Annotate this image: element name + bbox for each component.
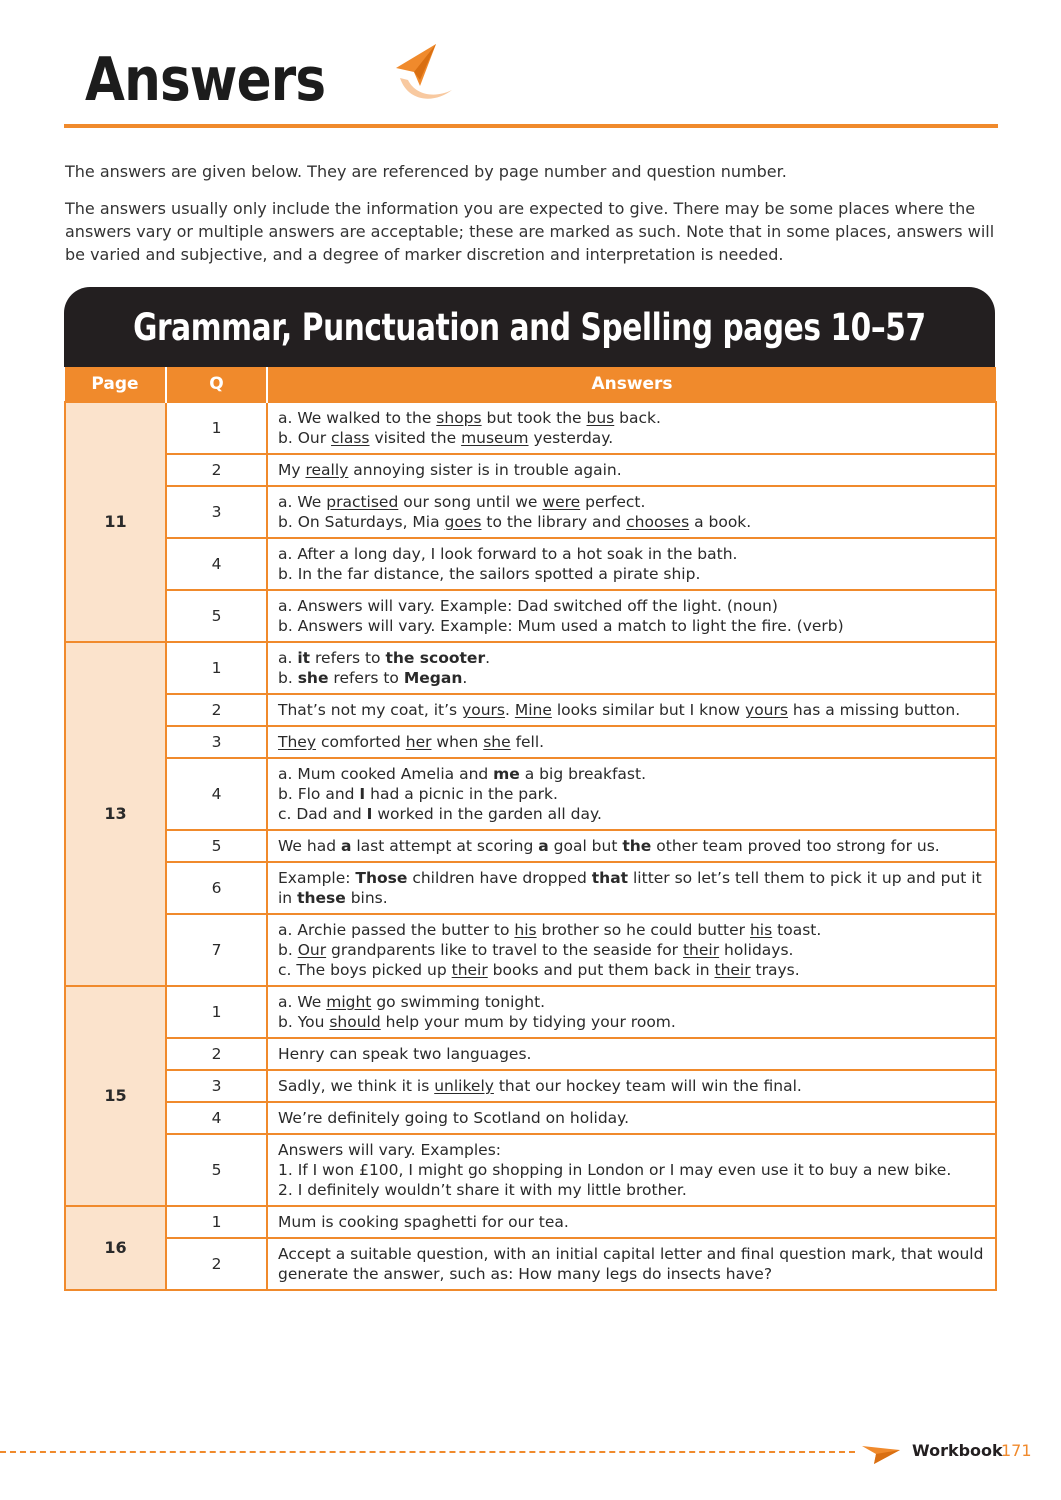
underlined-word: were	[542, 493, 581, 511]
answer-line	[278, 804, 985, 824]
answer-cell	[267, 590, 996, 642]
bold-word: the scooter	[385, 649, 486, 667]
table-row	[65, 830, 996, 862]
page-cell: 13	[65, 642, 166, 986]
answer-text: That’s not my coat, it’s	[278, 701, 463, 719]
answer-line	[278, 596, 985, 616]
bold-word: it	[297, 649, 311, 667]
answer-text: back.	[614, 409, 661, 427]
answer-line	[278, 1180, 985, 1200]
bold-word: I	[359, 785, 366, 803]
answer-cell	[267, 1102, 996, 1134]
underlined-word: their	[682, 941, 720, 959]
answer-text: looks similar but I know	[551, 701, 746, 719]
question-number: 6	[166, 862, 267, 914]
answer-text: Mum is cooking spaghetti for our tea.	[278, 1213, 569, 1231]
table-row	[65, 1206, 996, 1238]
answer-line	[278, 492, 985, 512]
bold-word: I	[366, 805, 373, 823]
table-row	[65, 1038, 996, 1070]
table-header-row	[65, 367, 996, 402]
underlined-word: their	[714, 961, 751, 979]
answer-text: fell.	[510, 733, 545, 751]
answer-line	[278, 1076, 985, 1096]
answer-line	[278, 836, 985, 856]
answer-text: litter so let’s tell them to pick it up and put it in	[278, 869, 982, 907]
table-row	[65, 758, 996, 830]
answers-table	[64, 367, 997, 1291]
bold-word: a	[538, 837, 549, 855]
page-cell: 11	[65, 402, 166, 642]
answer-cell	[267, 1238, 996, 1290]
answer-text: refers to	[310, 649, 386, 667]
answer-text: had a picnic in the park.	[365, 785, 558, 803]
answer-text: other team proved too strong for us.	[651, 837, 940, 855]
answer-text: .	[485, 649, 491, 667]
answer-text: Example:	[278, 869, 356, 887]
underlined-word: goes	[444, 513, 482, 531]
answer-text: a. Answers will vary. Example: Dad switched off the light. (noun)	[278, 597, 778, 615]
footer-label: Workbook	[912, 1441, 1003, 1460]
answer-text: a. Archie passed the butter to	[278, 921, 515, 939]
answer-cell	[267, 454, 996, 486]
answer-line	[278, 732, 985, 752]
underlined-word: unlikely	[434, 1077, 494, 1095]
answer-text: to the library and	[481, 513, 627, 531]
answer-text: c. The boys picked up	[278, 961, 452, 979]
table-row	[65, 454, 996, 486]
answer-text: trays.	[750, 961, 800, 979]
answer-text: a.	[278, 649, 298, 667]
answer-text: a. We	[278, 993, 327, 1011]
answer-text: help your mum by tidying your room.	[380, 1013, 676, 1031]
table-row	[65, 1070, 996, 1102]
page-cell: 16	[65, 1206, 166, 1290]
underlined-word: shops	[436, 409, 482, 427]
table-row	[65, 986, 996, 1038]
answer-text: b.	[278, 941, 298, 959]
question-number: 2	[166, 694, 267, 726]
answer-text: brother so he could butter	[536, 921, 750, 939]
intro-paragraph-1: The answers are given below. They are referenced by page number and question number.	[65, 162, 787, 181]
answer-text: b. Flo and	[278, 785, 360, 803]
answer-text: Accept a suitable question, with an initial capital letter and final question mark, that would generate the answer, such as: How many legs do insects have?	[278, 1245, 984, 1283]
answer-text: when	[431, 733, 484, 751]
answer-cell	[267, 726, 996, 758]
answer-text: My	[278, 461, 306, 479]
page-title: Answers	[85, 45, 326, 115]
answer-line	[278, 460, 985, 480]
answer-line	[278, 428, 985, 448]
answer-cell	[267, 642, 996, 694]
header-rule	[64, 124, 998, 128]
answer-cell	[267, 862, 996, 914]
answer-text: 2. I definitely wouldn’t share it with my little brother.	[278, 1181, 687, 1199]
answer-cell	[267, 914, 996, 986]
answer-text: We’re definitely going to Scotland on holiday.	[278, 1109, 630, 1127]
question-number: 2	[166, 1038, 267, 1070]
underlined-word: might	[326, 993, 372, 1011]
answer-line	[278, 764, 985, 784]
answer-text: goal but	[548, 837, 623, 855]
question-number: 5	[166, 830, 267, 862]
answer-line	[278, 648, 985, 668]
answer-line	[278, 408, 985, 428]
question-number: 3	[166, 486, 267, 538]
question-number: 5	[166, 590, 267, 642]
table-row	[65, 642, 996, 694]
paper-plane-tick-icon	[390, 40, 460, 110]
answer-text: go swimming tonight.	[371, 993, 546, 1011]
bold-word: Those	[355, 869, 408, 887]
bold-word: that	[591, 869, 629, 887]
answer-line	[278, 1160, 985, 1180]
question-number: 2	[166, 1238, 267, 1290]
answer-text: books and put them back in	[487, 961, 715, 979]
header-page: Page	[65, 367, 166, 402]
answer-cell	[267, 1134, 996, 1206]
answer-text: b. In the far distance, the sailors spotted a pirate ship.	[278, 565, 701, 583]
question-number: 1	[166, 1206, 267, 1238]
bold-word: these	[297, 889, 346, 907]
table-row	[65, 590, 996, 642]
bold-word: Megan	[403, 669, 463, 687]
underlined-word: yours	[462, 701, 505, 719]
underlined-word: his	[514, 921, 537, 939]
table-row	[65, 538, 996, 590]
bold-word: she	[297, 669, 329, 687]
answer-cell	[267, 1038, 996, 1070]
table-row	[65, 862, 996, 914]
answer-line	[278, 784, 985, 804]
answer-text: worked in the garden all day.	[372, 805, 602, 823]
underlined-word: she	[483, 733, 511, 751]
question-number: 5	[166, 1134, 267, 1206]
question-number: 2	[166, 454, 267, 486]
table-row	[65, 1102, 996, 1134]
answer-line	[278, 700, 985, 720]
answer-line	[278, 960, 985, 980]
answer-line	[278, 940, 985, 960]
answer-text: a. We	[278, 493, 327, 511]
answer-text: a. Mum cooked Amelia and	[278, 765, 494, 783]
answer-text: c. Dad and	[278, 805, 367, 823]
table-row	[65, 1134, 996, 1206]
underlined-word: chooses	[626, 513, 690, 531]
paper-plane-icon	[860, 1436, 902, 1466]
answer-text: Answers will vary. Examples:	[278, 1141, 502, 1159]
underlined-word: They	[278, 733, 317, 751]
answer-text: refers to	[328, 669, 404, 687]
answer-line	[278, 564, 985, 584]
table-row	[65, 726, 996, 758]
underlined-word: Mine	[514, 701, 552, 719]
answer-text: toast.	[772, 921, 822, 939]
page-header	[85, 40, 364, 120]
answer-text: has a missing button.	[787, 701, 961, 719]
answer-cell	[267, 486, 996, 538]
question-number: 4	[166, 758, 267, 830]
answer-cell	[267, 1070, 996, 1102]
table-row	[65, 402, 996, 454]
answers-table-body	[65, 402, 996, 1290]
answer-text: b. Our	[278, 429, 332, 447]
answer-text: 1. If I won £100, I might go shopping in London or I may even use it to buy a new bike.	[278, 1161, 952, 1179]
table-title: Grammar, Punctuation and Spelling pages 10–57	[133, 305, 926, 349]
answer-text: a big breakfast.	[519, 765, 647, 783]
answer-text: a book.	[689, 513, 752, 531]
underlined-word: her	[405, 733, 432, 751]
question-number: 1	[166, 642, 267, 694]
answer-text: children have dropped	[407, 869, 592, 887]
answer-line	[278, 1044, 985, 1064]
page-number: 171	[1001, 1441, 1032, 1460]
underlined-word: bus	[586, 409, 615, 427]
underlined-word: museum	[461, 429, 529, 447]
answer-line	[278, 512, 985, 532]
bold-word: the	[622, 837, 652, 855]
question-number: 3	[166, 726, 267, 758]
intro-paragraph-2: The answers usually only include the information you are expected to give. There may be some places where the answers vary or multiple answers are acceptable; these are marked as such. Note that in some places, answers will be varied and subjective, and a degree of marker discretion and interpretation is needed.	[65, 199, 995, 264]
intro	[65, 160, 995, 280]
answer-cell	[267, 694, 996, 726]
header-q: Q	[166, 367, 267, 402]
answer-line	[278, 1012, 985, 1032]
answer-cell	[267, 402, 996, 454]
answer-text: bins.	[345, 889, 388, 907]
question-number: 1	[166, 986, 267, 1038]
page-cell: 15	[65, 986, 166, 1206]
answer-text: but took the	[481, 409, 587, 427]
underlined-word: really	[305, 461, 349, 479]
footer-divider	[0, 1451, 855, 1453]
underlined-word: practised	[326, 493, 399, 511]
answer-text: b.	[278, 669, 298, 687]
question-number: 1	[166, 402, 267, 454]
answer-cell	[267, 758, 996, 830]
underlined-word: yours	[745, 701, 788, 719]
answer-text: perfect.	[580, 493, 646, 511]
bold-word: a	[340, 837, 352, 855]
answer-text: a. After a long day, I look forward to a hot soak in the bath.	[278, 545, 738, 563]
bold-word: me	[493, 765, 520, 783]
answer-text: holidays.	[719, 941, 794, 959]
table-row	[65, 694, 996, 726]
answer-line	[278, 544, 985, 564]
answer-text: b. On Saturdays, Mia	[278, 513, 445, 531]
answer-line	[278, 920, 985, 940]
answer-text: last attempt at scoring	[351, 837, 539, 855]
answer-line	[278, 992, 985, 1012]
question-number: 4	[166, 538, 267, 590]
table-row	[65, 1238, 996, 1290]
answer-text: Henry can speak two languages.	[278, 1045, 532, 1063]
answer-text: grandparents like to travel to the seaside for	[326, 941, 683, 959]
underlined-word: Our	[297, 941, 327, 959]
underlined-word: his	[749, 921, 773, 939]
answer-text: visited the	[369, 429, 462, 447]
answer-cell	[267, 538, 996, 590]
answer-text: annoying sister is in trouble again.	[348, 461, 622, 479]
header-answers: Answers	[267, 367, 996, 402]
answer-text: yesterday.	[528, 429, 614, 447]
question-number: 7	[166, 914, 267, 986]
answer-text: our song until we	[398, 493, 543, 511]
question-number: 3	[166, 1070, 267, 1102]
table-row	[65, 914, 996, 986]
answer-text: a. We walked to the	[278, 409, 437, 427]
answer-text: b. Answers will vary. Example: Mum used a match to light the fire. (verb)	[278, 617, 844, 635]
answer-text: .	[505, 701, 515, 719]
answer-line	[278, 1244, 985, 1284]
table-banner	[64, 287, 995, 367]
answer-line	[278, 616, 985, 636]
answer-text: .	[462, 669, 468, 687]
answer-text: that our hockey team will win the final.	[493, 1077, 802, 1095]
answer-text: We had	[278, 837, 341, 855]
answers-table-section	[64, 287, 995, 1291]
answer-text: Sadly, we think it is	[278, 1077, 435, 1095]
answer-line	[278, 1212, 985, 1232]
question-number: 4	[166, 1102, 267, 1134]
underlined-word: class	[331, 429, 370, 447]
table-row	[65, 486, 996, 538]
answer-text: b. You	[278, 1013, 330, 1031]
answer-cell	[267, 830, 996, 862]
answer-line	[278, 868, 985, 908]
answer-line	[278, 1140, 985, 1160]
answer-cell	[267, 986, 996, 1038]
underlined-word: their	[451, 961, 488, 979]
underlined-word: should	[329, 1013, 381, 1031]
answer-cell	[267, 1206, 996, 1238]
answer-line	[278, 1108, 985, 1128]
answer-text: comforted	[316, 733, 406, 751]
answer-line	[278, 668, 985, 688]
